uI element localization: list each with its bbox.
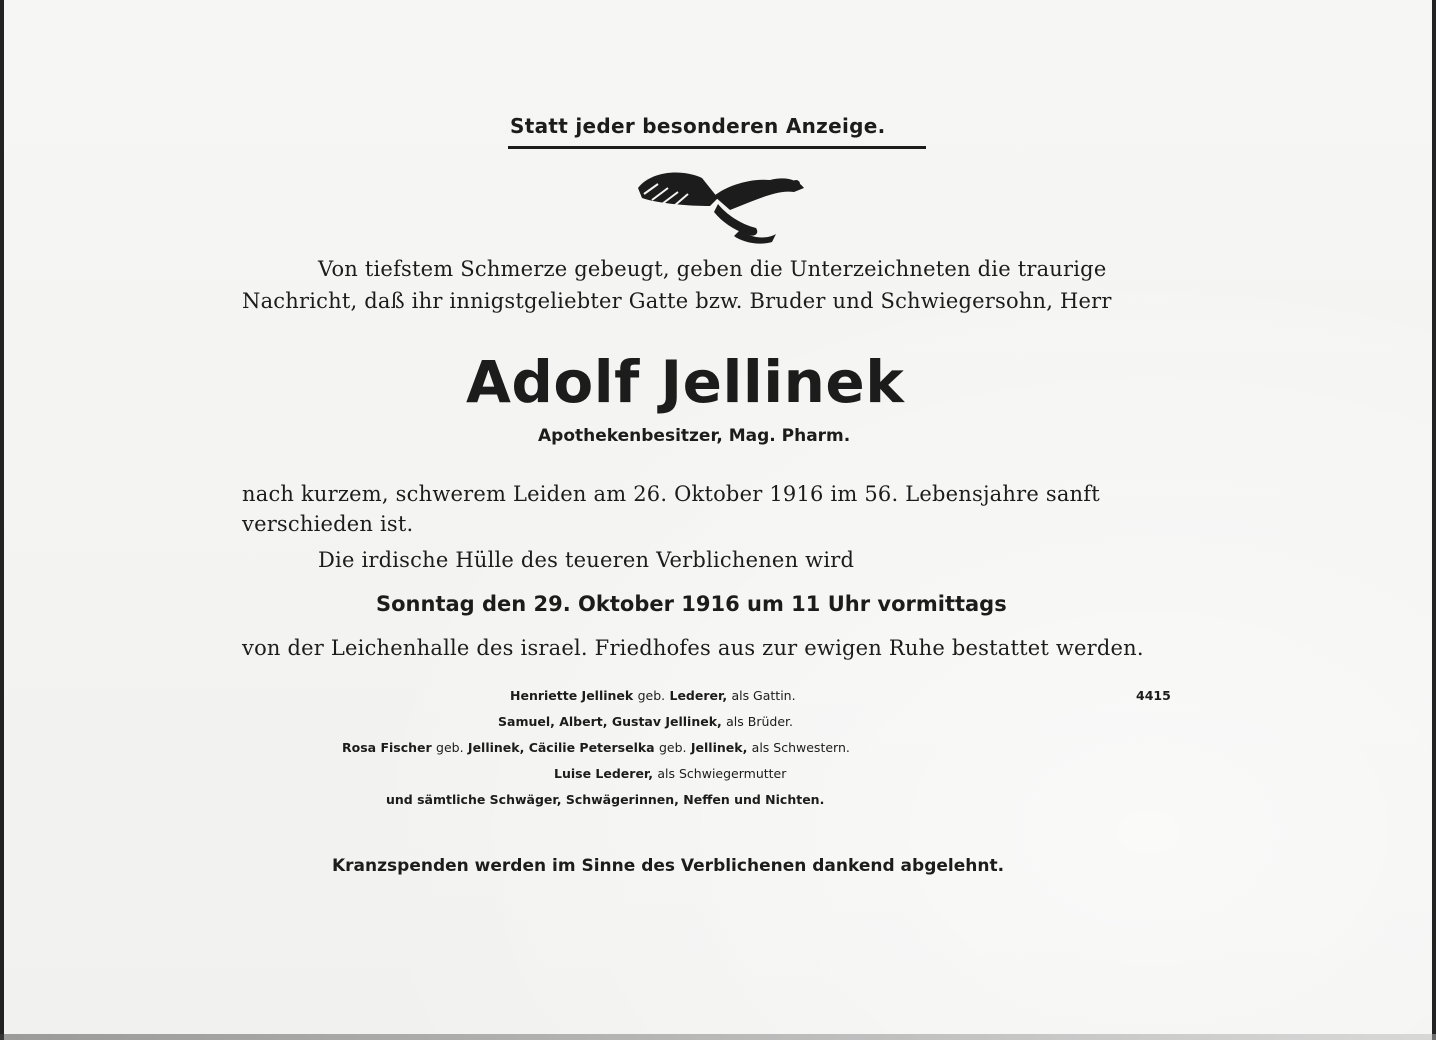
text-line-3: Die irdische Hülle des teueren Verblichenen wird: [318, 548, 855, 572]
signatory-3-name-1: Rosa Fischer: [342, 740, 432, 755]
bottom-border: [0, 1034, 1436, 1040]
right-border: [1432, 0, 1436, 1040]
signatory-2-role: als Brüder.: [726, 714, 793, 729]
signatory-4-role: als Schwiegermutter: [657, 766, 787, 781]
intro-line-2: Nachricht, daß ihr innigstgeliebter Gatte bzw. Bruder und Schwiegersohn, Herr: [242, 289, 1112, 313]
text-line-4: von der Leichenhalle des israel. Friedhofes aus zur ewigen Ruhe bestattet werden.: [242, 636, 1144, 660]
signatory-5: und sämtliche Schwäger, Schwägerinnen, Neffen und Nichten.: [386, 792, 825, 807]
funeral-date: Sonntag den 29. Oktober 1916 um 11 Uhr vormittags: [376, 592, 1007, 616]
closing-note: Kranzspenden werden im Sinne des Verblichenen dankend abgelehnt.: [332, 856, 1005, 876]
signatory-1: [510, 688, 796, 703]
signatory-1-maiden: Lederer,: [669, 688, 728, 703]
intro-line-1: Von tiefstem Schmerze gebeugt, geben die Unterzeichneten die traurige: [318, 257, 1107, 281]
signatory-1-geb: geb.: [637, 688, 666, 703]
signatory-4-name: Luise Lederer,: [554, 766, 654, 781]
signatory-2-name: Samuel, Albert, Gustav Jellinek,: [498, 714, 722, 729]
left-border: [0, 0, 4, 1040]
signatory-4: [554, 766, 786, 781]
notice-header: Statt jeder besonderen Anzeige.: [510, 114, 886, 138]
header-underline: [508, 146, 926, 149]
signatory-3-geb-2: geb.: [658, 740, 687, 755]
signatory-3-role: als Schwestern.: [751, 740, 850, 755]
signatory-3-geb-1: geb.: [436, 740, 464, 755]
signatory-3-maiden-2: Jellinek,: [690, 740, 748, 755]
deceased-title: Apothekenbesitzer, Mag. Pharm.: [538, 426, 851, 446]
text-line-1: nach kurzem, schwerem Leiden am 26. Oktober 1916 im 56. Lebensjahre sanft: [242, 482, 1100, 506]
eagle-icon: [630, 158, 810, 248]
reference-number: 4415: [1136, 688, 1171, 703]
signatory-1-name: Henriette Jellinek: [510, 688, 634, 703]
signatory-2: [498, 714, 793, 729]
deceased-name: Adolf Jellinek: [466, 348, 905, 416]
text-line-2: verschieden ist.: [242, 512, 414, 536]
signatory-3: [342, 740, 850, 755]
signatory-3-name-2: Cäcilie Peterselka: [528, 740, 655, 755]
signatory-1-role: als Gattin.: [731, 688, 796, 703]
signatory-3-maiden-1: Jellinek,: [467, 740, 525, 755]
